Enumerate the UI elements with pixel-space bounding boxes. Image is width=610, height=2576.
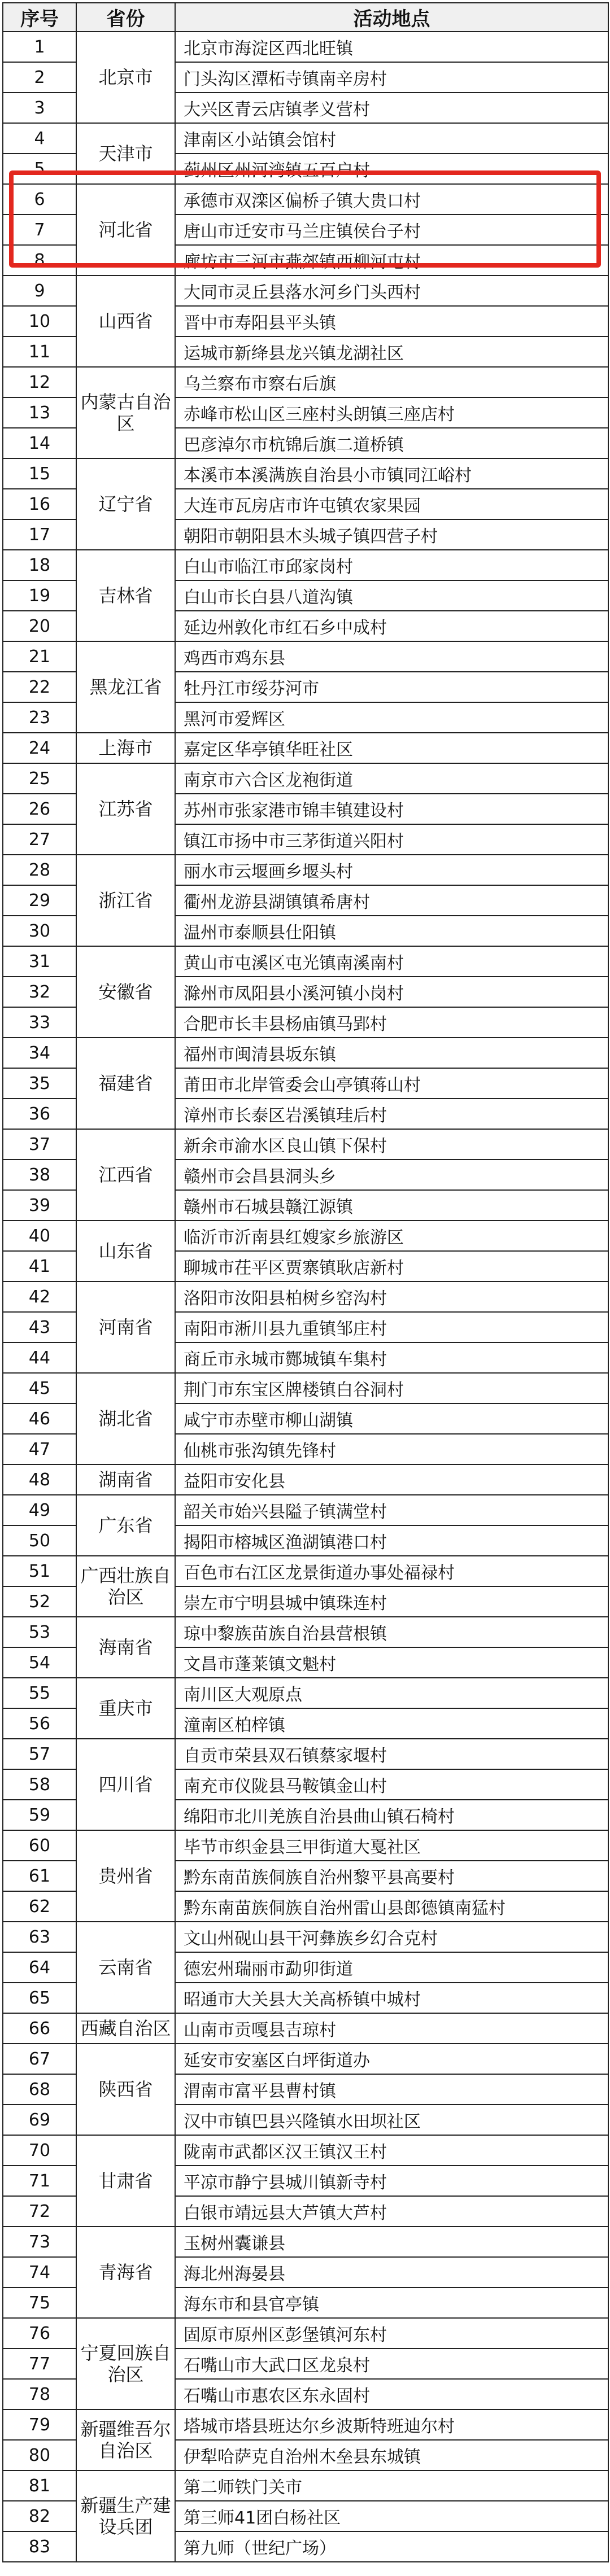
province-cell: 山西省 xyxy=(76,275,175,367)
location-cell: 大兴区青云店镇孝义营村 xyxy=(175,93,608,123)
location-cell: 运城市新绛县龙兴镇龙湖社区 xyxy=(175,336,608,367)
location-cell: 韶关市始兴县隘子镇满堂村 xyxy=(175,1495,608,1525)
row-number: 42 xyxy=(3,1282,76,1312)
row-number: 69 xyxy=(3,2105,76,2135)
location-cell: 衢州龙游县湖镇镇希唐村 xyxy=(175,885,608,916)
row-number: 27 xyxy=(3,824,76,855)
row-number: 34 xyxy=(3,1038,76,1068)
province-cell: 山东省 xyxy=(76,1221,175,1282)
row-number: 68 xyxy=(3,2074,76,2105)
province-cell: 新疆生产建设兵团 xyxy=(76,2470,175,2562)
row-number: 47 xyxy=(3,1434,76,1464)
table-row xyxy=(3,2135,608,2166)
location-cell: 牡丹江市绥芬河市 xyxy=(175,672,608,702)
row-number: 23 xyxy=(3,702,76,733)
province-cell: 贵州省 xyxy=(76,1830,175,1922)
location-cell: 福州市闽清县坂东镇 xyxy=(175,1038,608,1068)
province-cell: 江苏省 xyxy=(76,763,175,855)
row-number: 63 xyxy=(3,1922,76,1952)
location-cell: 新余市渝水区良山镇下保村 xyxy=(175,1129,608,1160)
location-cell: 石嘴山市大武口区龙泉村 xyxy=(175,2348,608,2379)
table-row xyxy=(3,1556,608,1586)
table-row xyxy=(3,123,608,154)
table-row xyxy=(3,733,608,763)
row-number: 45 xyxy=(3,1373,76,1403)
table-row xyxy=(3,1617,608,1647)
table-row xyxy=(3,946,608,977)
row-number: 48 xyxy=(3,1464,76,1495)
row-number: 72 xyxy=(3,2196,76,2227)
location-cell: 潼南区柏梓镇 xyxy=(175,1708,608,1739)
row-number: 7 xyxy=(3,215,76,245)
location-cell: 大连市瓦房店市许屯镇农家果园 xyxy=(175,489,608,519)
location-cell: 毕节市织金县三甲街道大戛社区 xyxy=(175,1830,608,1861)
row-number: 5 xyxy=(3,154,76,184)
location-cell: 莆田市北岸管委会山亭镇蒋山村 xyxy=(175,1068,608,1099)
row-number: 10 xyxy=(3,306,76,336)
province-cell: 河北省 xyxy=(76,184,175,275)
location-cell: 蓟州区州河湾镇五百户村 xyxy=(175,154,608,184)
location-cell: 本溪市本溪满族自治县小市镇同江峪村 xyxy=(175,458,608,489)
location-cell: 自贡市荣县双石镇蔡家堰村 xyxy=(175,1739,608,1769)
location-cell: 昭通市大关县大关高桥镇中城村 xyxy=(175,1983,608,2013)
location-cell: 大同市灵丘县落水河乡门头西村 xyxy=(175,275,608,306)
row-number: 16 xyxy=(3,489,76,519)
row-number: 58 xyxy=(3,1769,76,1800)
row-number: 36 xyxy=(3,1099,76,1129)
location-cell: 鸡西市鸡东县 xyxy=(175,641,608,672)
location-cell: 白山市临江市邱家岗村 xyxy=(175,550,608,580)
location-cell: 黔东南苗族侗族自治州黎平县高要村 xyxy=(175,1861,608,1891)
row-number: 13 xyxy=(3,397,76,428)
province-cell: 浙江省 xyxy=(76,855,175,946)
province-cell: 福建省 xyxy=(76,1038,175,1129)
row-number: 65 xyxy=(3,1983,76,2013)
location-cell: 平凉市静宁县城川镇新寺村 xyxy=(175,2166,608,2196)
table-row xyxy=(3,32,608,62)
province-cell: 甘肃省 xyxy=(76,2135,175,2227)
row-number: 75 xyxy=(3,2288,76,2318)
location-cell: 镇江市扬中市三茅街道兴阳村 xyxy=(175,824,608,855)
location-cell: 百色市右江区龙景街道办事处福禄村 xyxy=(175,1556,608,1586)
row-number: 9 xyxy=(3,275,76,306)
row-number: 73 xyxy=(3,2227,76,2257)
row-number: 82 xyxy=(3,2501,76,2531)
table-row xyxy=(3,641,608,672)
row-number: 1 xyxy=(3,32,76,62)
province-cell: 湖北省 xyxy=(76,1373,175,1464)
location-cell: 荆门市东宝区牌楼镇白谷洞村 xyxy=(175,1373,608,1403)
location-cell: 北京市海淀区西北旺镇 xyxy=(175,32,608,62)
province-cell: 四川省 xyxy=(76,1739,175,1830)
location-cell: 赣州市会昌县洞头乡 xyxy=(175,1160,608,1190)
row-number: 38 xyxy=(3,1160,76,1190)
location-cell: 苏州市张家港市锦丰镇建设村 xyxy=(175,794,608,824)
table-row xyxy=(3,1739,608,1769)
row-number: 26 xyxy=(3,794,76,824)
row-number: 71 xyxy=(3,2166,76,2196)
province-cell: 江西省 xyxy=(76,1129,175,1221)
table-row xyxy=(3,855,608,885)
table-header-row xyxy=(3,3,608,32)
table-row xyxy=(3,1282,608,1312)
location-cell: 延边州敦化市红石乡中成村 xyxy=(175,611,608,641)
location-cell: 南充市仪陇县马鞍镇金山村 xyxy=(175,1769,608,1800)
row-number: 19 xyxy=(3,580,76,611)
location-cell: 巴彦淖尔市杭锦后旗二道桥镇 xyxy=(175,428,608,458)
table-row xyxy=(3,1464,608,1495)
header-number: 序号 xyxy=(3,3,76,32)
header-location: 活动地点 xyxy=(175,3,608,32)
table-row xyxy=(3,184,608,215)
row-number: 56 xyxy=(3,1708,76,1739)
row-number: 6 xyxy=(3,184,76,215)
location-cell: 玉树州囊谦县 xyxy=(175,2227,608,2257)
row-number: 35 xyxy=(3,1068,76,1099)
table-row xyxy=(3,1830,608,1861)
activity-location-table xyxy=(2,2,609,2562)
province-cell: 天津市 xyxy=(76,123,175,184)
location-cell: 承德市双滦区偏桥子镇大贵口村 xyxy=(175,184,608,215)
row-number: 4 xyxy=(3,123,76,154)
location-cell: 白银市靖远县大芦镇大芦村 xyxy=(175,2196,608,2227)
province-cell: 广西壮族自治区 xyxy=(76,1556,175,1617)
row-number: 59 xyxy=(3,1800,76,1830)
table-row xyxy=(3,458,608,489)
location-cell: 石嘴山市惠农区东永固村 xyxy=(175,2379,608,2409)
row-number: 17 xyxy=(3,519,76,550)
row-number: 22 xyxy=(3,672,76,702)
location-cell: 南川区大观原点 xyxy=(175,1678,608,1708)
row-number: 18 xyxy=(3,550,76,580)
province-cell: 河南省 xyxy=(76,1282,175,1373)
location-cell: 第二师铁门关市 xyxy=(175,2470,608,2501)
row-number: 40 xyxy=(3,1221,76,1251)
table-row xyxy=(3,2318,608,2348)
table-row xyxy=(3,1038,608,1068)
location-cell: 琼中黎族苗族自治县营根镇 xyxy=(175,1617,608,1647)
province-cell: 上海市 xyxy=(76,733,175,763)
location-cell: 唐山市迁安市马兰庄镇侯台子村 xyxy=(175,215,608,245)
row-number: 41 xyxy=(3,1251,76,1282)
row-number: 77 xyxy=(3,2348,76,2379)
province-cell: 宁夏回族自治区 xyxy=(76,2318,175,2409)
row-number: 54 xyxy=(3,1647,76,1678)
location-cell: 赣州市石城县赣江源镇 xyxy=(175,1190,608,1221)
table-row xyxy=(3,275,608,306)
location-cell: 文昌市蓬莱镇文魁村 xyxy=(175,1647,608,1678)
row-number: 52 xyxy=(3,1586,76,1617)
row-number: 78 xyxy=(3,2379,76,2409)
table-row xyxy=(3,367,608,397)
location-cell: 南阳市淅川县九重镇邹庄村 xyxy=(175,1312,608,1342)
location-cell: 商丘市永城市酂城镇车集村 xyxy=(175,1342,608,1373)
row-number: 20 xyxy=(3,611,76,641)
location-cell: 晋中市寿阳县平头镇 xyxy=(175,306,608,336)
table-row xyxy=(3,1678,608,1708)
row-number: 12 xyxy=(3,367,76,397)
table-row xyxy=(3,763,608,794)
row-number: 8 xyxy=(3,245,76,275)
row-number: 67 xyxy=(3,2044,76,2074)
row-number: 24 xyxy=(3,733,76,763)
table-row xyxy=(3,2227,608,2257)
province-cell: 吉林省 xyxy=(76,550,175,641)
province-cell: 黑龙江省 xyxy=(76,641,175,733)
row-number: 53 xyxy=(3,1617,76,1647)
location-cell: 聊城市茌平区贾寨镇耿店新村 xyxy=(175,1251,608,1282)
row-number: 62 xyxy=(3,1891,76,1922)
location-cell: 绵阳市北川羌族自治县曲山镇石椅村 xyxy=(175,1800,608,1830)
row-number: 50 xyxy=(3,1525,76,1556)
location-cell: 第九师（世纪广场） xyxy=(175,2531,608,2562)
row-number: 70 xyxy=(3,2135,76,2166)
table-row xyxy=(3,1373,608,1403)
location-cell: 黔东南苗族侗族自治州雷山县郎德镇南猛村 xyxy=(175,1891,608,1922)
location-cell: 海北州海晏县 xyxy=(175,2257,608,2288)
location-cell: 塔城市塔县班达尔乡波斯特班迪尔村 xyxy=(175,2409,608,2440)
row-number: 81 xyxy=(3,2470,76,2501)
row-number: 55 xyxy=(3,1678,76,1708)
location-cell: 赤峰市松山区三座村头朗镇三座店村 xyxy=(175,397,608,428)
province-cell: 安徽省 xyxy=(76,946,175,1038)
row-number: 2 xyxy=(3,62,76,93)
row-number: 33 xyxy=(3,1007,76,1038)
table-row xyxy=(3,2470,608,2501)
row-number: 57 xyxy=(3,1739,76,1769)
location-cell: 延安市安塞区白坪街道办 xyxy=(175,2044,608,2074)
location-cell: 咸宁市赤壁市柳山湖镇 xyxy=(175,1403,608,1434)
row-number: 14 xyxy=(3,428,76,458)
location-cell: 渭南市富平县曹村镇 xyxy=(175,2074,608,2105)
province-cell: 青海省 xyxy=(76,2227,175,2318)
row-number: 3 xyxy=(3,93,76,123)
row-number: 83 xyxy=(3,2531,76,2562)
row-number: 43 xyxy=(3,1312,76,1342)
row-number: 25 xyxy=(3,763,76,794)
row-number: 46 xyxy=(3,1403,76,1434)
location-cell: 滁州市凤阳县小溪河镇小岗村 xyxy=(175,977,608,1007)
row-number: 64 xyxy=(3,1952,76,1983)
province-cell: 西藏自治区 xyxy=(76,2013,175,2044)
province-cell: 北京市 xyxy=(76,32,175,123)
location-cell: 文山州砚山县干河彝族乡幻合克村 xyxy=(175,1922,608,1952)
location-cell: 丽水市云堰画乡堰头村 xyxy=(175,855,608,885)
table-row xyxy=(3,1129,608,1160)
row-number: 30 xyxy=(3,916,76,946)
location-cell: 南京市六合区龙袍街道 xyxy=(175,763,608,794)
location-cell: 临沂市沂南县红嫂家乡旅游区 xyxy=(175,1221,608,1251)
row-number: 51 xyxy=(3,1556,76,1586)
location-cell: 崇左市宁明县城中镇珠连村 xyxy=(175,1586,608,1617)
row-number: 15 xyxy=(3,458,76,489)
location-cell: 陇南市武都区汉王镇汉王村 xyxy=(175,2135,608,2166)
location-cell: 益阳市安化县 xyxy=(175,1464,608,1495)
location-cell: 海东市和县官亭镇 xyxy=(175,2288,608,2318)
table-row xyxy=(3,1495,608,1525)
location-cell: 黑河市爱辉区 xyxy=(175,702,608,733)
location-cell: 津南区小站镇会馆村 xyxy=(175,123,608,154)
row-number: 29 xyxy=(3,885,76,916)
location-cell: 嘉定区华亭镇华旺社区 xyxy=(175,733,608,763)
location-cell: 伊犁哈萨克自治州木垒县东城镇 xyxy=(175,2440,608,2470)
location-cell: 第三师41团白杨社区 xyxy=(175,2501,608,2531)
table-row xyxy=(3,2013,608,2044)
location-cell: 合肥市长丰县杨庙镇马郢村 xyxy=(175,1007,608,1038)
location-cell: 山南市贡嘎县吉琼村 xyxy=(175,2013,608,2044)
row-number: 61 xyxy=(3,1861,76,1891)
row-number: 74 xyxy=(3,2257,76,2288)
location-cell: 洛阳市汝阳县柏树乡窑沟村 xyxy=(175,1282,608,1312)
location-cell: 固原市原州区彭堡镇河东村 xyxy=(175,2318,608,2348)
province-cell: 重庆市 xyxy=(76,1678,175,1739)
province-cell: 湖南省 xyxy=(76,1464,175,1495)
row-number: 49 xyxy=(3,1495,76,1525)
table-row xyxy=(3,2409,608,2440)
location-cell: 德宏州瑞丽市勐卯街道 xyxy=(175,1952,608,1983)
province-cell: 广东省 xyxy=(76,1495,175,1556)
location-cell: 黄山市屯溪区屯光镇南溪南村 xyxy=(175,946,608,977)
row-number: 37 xyxy=(3,1129,76,1160)
row-number: 11 xyxy=(3,336,76,367)
province-cell: 新疆维吾尔自治区 xyxy=(76,2409,175,2470)
row-number: 79 xyxy=(3,2409,76,2440)
row-number: 66 xyxy=(3,2013,76,2044)
row-number: 21 xyxy=(3,641,76,672)
row-number: 80 xyxy=(3,2440,76,2470)
province-cell: 云南省 xyxy=(76,1922,175,2013)
location-cell: 揭阳市榕城区渔湖镇港口村 xyxy=(175,1525,608,1556)
row-number: 60 xyxy=(3,1830,76,1861)
row-number: 32 xyxy=(3,977,76,1007)
location-cell: 朝阳市朝阳县木头城子镇四营子村 xyxy=(175,519,608,550)
location-cell: 温州市泰顺县仕阳镇 xyxy=(175,916,608,946)
location-cell: 仙桃市张沟镇先锋村 xyxy=(175,1434,608,1464)
table-row xyxy=(3,2044,608,2074)
province-cell: 海南省 xyxy=(76,1617,175,1678)
table-row xyxy=(3,1221,608,1251)
province-cell: 内蒙古自治区 xyxy=(76,367,175,458)
location-cell: 汉中市镇巴县兴隆镇水田坝社区 xyxy=(175,2105,608,2135)
location-cell: 白山市长白县八道沟镇 xyxy=(175,580,608,611)
row-number: 76 xyxy=(3,2318,76,2348)
location-cell: 廊坊市三河市燕郊镇西柳河屯村 xyxy=(175,245,608,275)
row-number: 44 xyxy=(3,1342,76,1373)
header-province: 省份 xyxy=(76,3,175,32)
location-cell: 乌兰察布市察右后旗 xyxy=(175,367,608,397)
row-number: 39 xyxy=(3,1190,76,1221)
row-number: 28 xyxy=(3,855,76,885)
province-cell: 陕西省 xyxy=(76,2044,175,2135)
location-cell: 门头沟区潭柘寺镇南辛房村 xyxy=(175,62,608,93)
table-row xyxy=(3,1922,608,1952)
province-cell: 辽宁省 xyxy=(76,458,175,550)
row-number: 31 xyxy=(3,946,76,977)
location-cell: 漳州市长泰区岩溪镇珪后村 xyxy=(175,1099,608,1129)
table-body xyxy=(3,32,608,2562)
table-row xyxy=(3,550,608,580)
